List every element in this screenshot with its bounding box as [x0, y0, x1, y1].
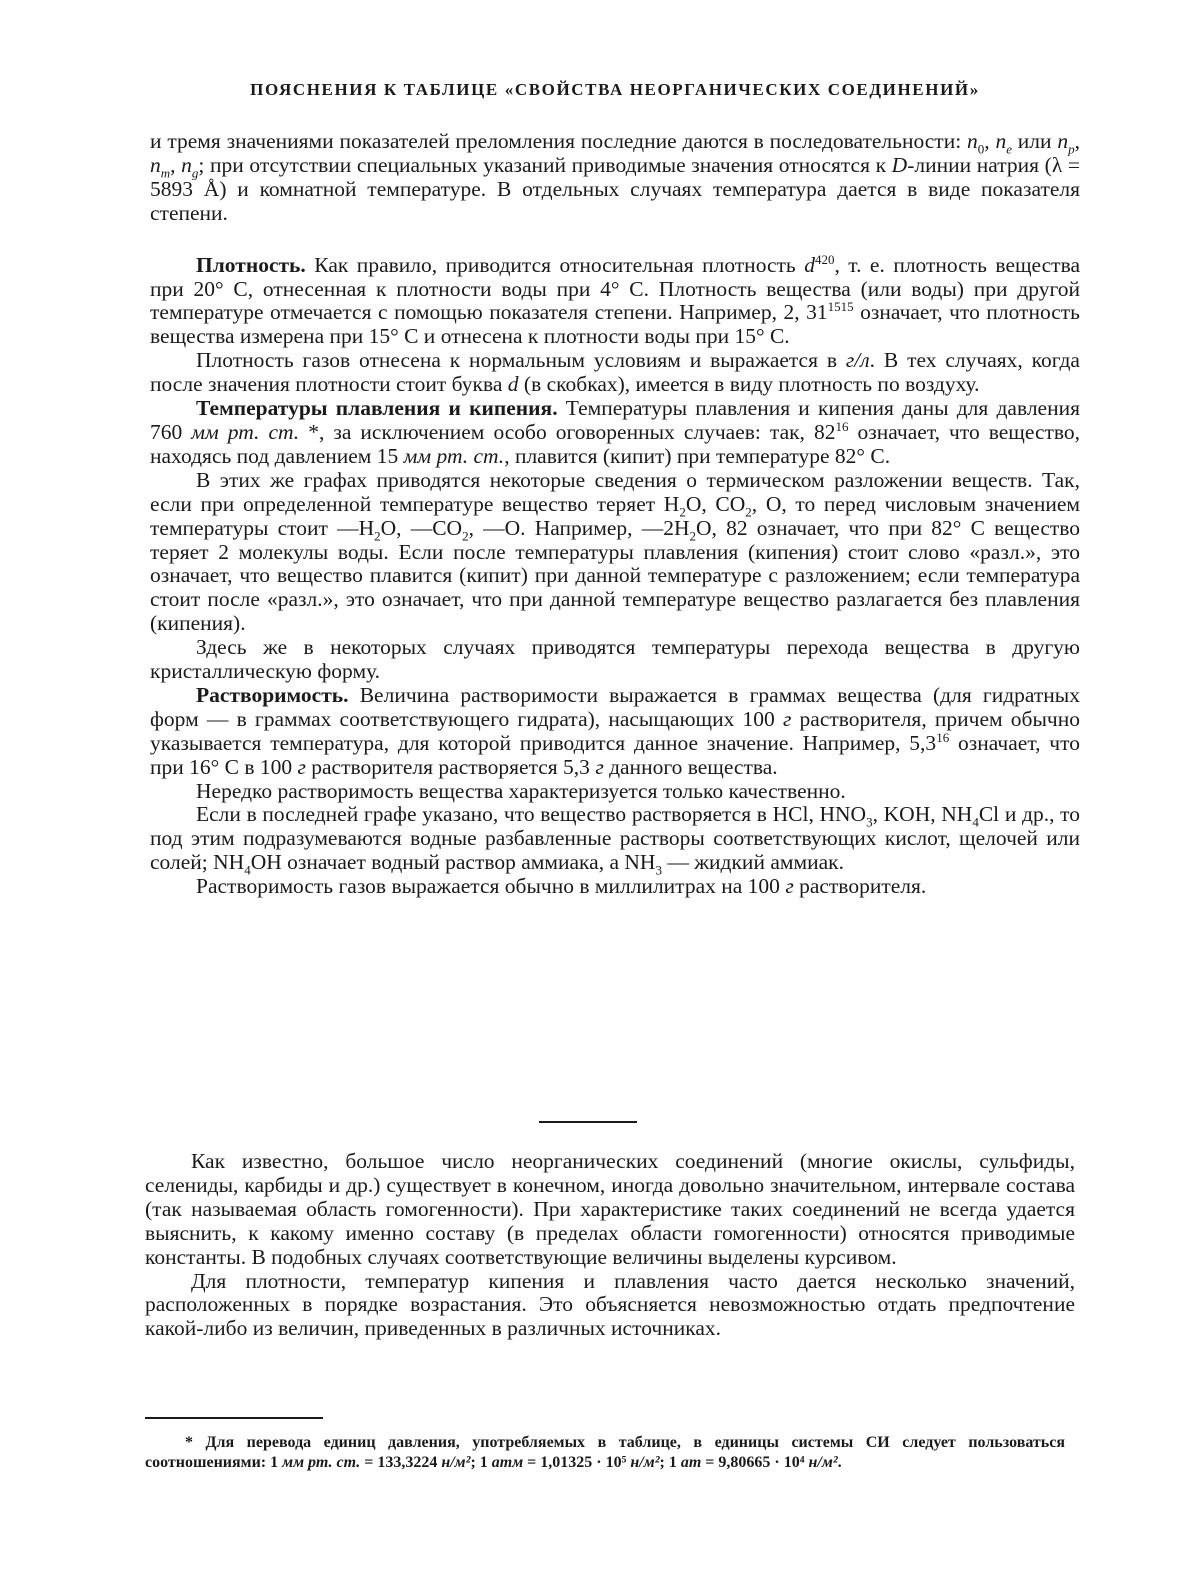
text: означает, что вещество, находясь под давлением 15	[150, 419, 1081, 468]
text: растворителя.	[793, 874, 927, 899]
text: O, 82 означает, что при 82° С вещество теряет 2 молекулы воды. Если после температуры плавления (кипения) стоит слово «разл.», это означает, что вещество плавится (кипит) при данной температуре с разложением; если температура стоит после «разл.», это означает, что при данной температуре вещество разлагается без плавления (кипения).	[150, 515, 1081, 636]
text: = 1,01325 · 10⁵	[523, 1453, 631, 1471]
unit: г	[785, 874, 794, 899]
text: означает, что при 16° С в 100	[150, 730, 1080, 779]
text: -линии натрия (λ = 5893 Å) и комнатной температуре. В отдельных случаях температура дается в виде показателя степени.	[150, 152, 1080, 225]
footnote-divider	[145, 1417, 323, 1419]
text: = 133,3224	[360, 1453, 442, 1471]
temperatures-paragraph	[150, 397, 1080, 469]
section-heading: Температуры плавления и кипения.	[196, 396, 558, 421]
variable: n	[1057, 129, 1069, 153]
text: Величина растворимости выражается в граммах вещества (для гидратных форм — в граммах соответствующего гидрата), насыщающих 100	[150, 682, 1080, 731]
text: и тремя значениями показателей преломления последние даются в последовательности:	[150, 129, 967, 153]
variable: n	[967, 129, 978, 153]
text: Если в последней графе указано, что вещество растворяется в HCl, HNO	[196, 802, 867, 827]
homogeneity-paragraph: Как известно, большое число неорганических соединений (многие окислы, сульфиды, селениды, карбиды и др.) существует в конечном, иногда довольно значительном, интервале состава (так называемая область гомогенности). При характеристике таких соединений не всегда удается выяснить, к какому именно составу (в пределах области гомогенности) относятся приводимые константы. В подобных случаях соответствующие величины выделены курсивом.	[145, 1149, 1075, 1269]
variable: d	[507, 372, 519, 397]
section-divider	[539, 1121, 637, 1123]
subscript: 4	[244, 862, 251, 878]
superscript: 15	[827, 299, 841, 315]
subscript: 3	[866, 814, 873, 830]
subscript: e	[1006, 141, 1012, 157]
subscript: 2	[689, 527, 697, 543]
text: означает, что плотность вещества измерена при 15° С и отнесена к плотности воды при 15° С.	[150, 300, 1080, 349]
superscript: 16	[835, 418, 849, 434]
subscript: g	[191, 165, 199, 181]
text: , —O. Например, —2H	[468, 515, 690, 540]
gases-density-paragraph	[150, 349, 1080, 397]
text: O, —CO	[380, 515, 463, 540]
text: = 9,80665 · 10⁴	[701, 1453, 809, 1471]
text: . В тех случаях, когда после значения плотности стоит буква	[150, 348, 1080, 397]
unit: г	[595, 754, 604, 779]
text: Cl и др., то под этим подразумеваются водные разбавленные растворы соответствующих кислот, щелочей или солей; NH	[150, 802, 1080, 875]
solvents-paragraph	[150, 802, 1080, 878]
solubility-paragraph	[150, 684, 1080, 780]
unit: атм	[491, 1453, 524, 1471]
text: *, за исключением особо оговоренных случаев: так, 82	[299, 419, 836, 444]
subscript: 2	[679, 503, 686, 519]
homogeneity-text	[145, 1150, 1075, 1341]
text: или	[1011, 129, 1058, 153]
footnote-text	[145, 1433, 1065, 1472]
unit: г	[782, 706, 792, 731]
section-heading: Плотность.	[196, 252, 306, 277]
variable: D	[891, 152, 908, 177]
text: , O, то перед числовым значением температуры стоит —H	[150, 491, 1080, 540]
text: , т. е. плотность вещества при 20° С, отнесенная к плотности воды при 4° С. Плотность вещества (или воды) при другой температуре отмечается с помощью показателя степени. Например, 2, 31	[150, 252, 1080, 325]
superscript: 15	[840, 299, 854, 315]
qualitative-solubility-paragraph: Нередко растворимость вещества характеризуется только качественно.	[196, 778, 846, 803]
text: — жидкий аммиак.	[661, 850, 844, 875]
unit: г	[297, 754, 306, 779]
superscript: 16	[936, 729, 950, 745]
subscript: p	[1068, 141, 1075, 157]
text: ,	[984, 129, 996, 153]
text: , KOH, NH	[872, 802, 973, 827]
text: Растворимость газов выражается обычно в миллилитрах на 100	[196, 874, 786, 899]
footnote	[145, 1433, 1065, 1472]
subscript: m	[160, 165, 171, 181]
text: В этих же графах приводятся некоторые сведения о термическом разложении веществ. Так, если при определенной температуре вещество теряет H	[150, 467, 1080, 516]
multiple-values-paragraph: Для плотности, температур кипения и плавления часто дается несколько значений, расположенных в порядке возрастания. Это объясняется невозможностью отдать предпочтение какой-либо из величин, приведенных в различных источниках.	[145, 1268, 1075, 1341]
phase-transition-paragraph: Здесь же в некоторых случаях приводятся температуры перехода вещества в другую кристаллическую форму.	[150, 635, 1080, 684]
text: Плотность газов отнесена к нормальным условиям и выражается в	[196, 348, 846, 373]
variable: n	[995, 129, 1007, 153]
text: ; 1	[470, 1453, 492, 1471]
main-text	[150, 130, 1080, 899]
text: .	[837, 1453, 842, 1471]
text: растворителя растворяется 5,3	[305, 754, 596, 779]
page-title: ПОЯСНЕНИЯ К ТАБЛИЦЕ «СВОЙСТВА НЕОРГАНИЧЕСКИХ СОЕДИНЕНИЙ»	[250, 80, 980, 99]
subscript: 0	[977, 141, 985, 157]
section-heading: Растворимость.	[196, 682, 349, 707]
subscript: 4	[972, 814, 979, 830]
text: (в скобках), имеется в виду плотность по воздуху.	[518, 372, 980, 397]
text: OH означает водный раствор аммиака, а NH	[250, 850, 656, 875]
text: Температуры плавления и кипения даны для давления 760	[150, 396, 1080, 444]
variable: n	[181, 152, 192, 177]
text: O, CO	[685, 491, 746, 516]
text: * Для перевода единиц давления, употребляемых в таблице, в единицы системы СИ следует пользоваться соотношениями: 1	[145, 1434, 1065, 1471]
unit: мм рт. ст.	[191, 419, 300, 444]
subscript: 2	[374, 527, 381, 543]
subscript: 2	[745, 503, 752, 519]
text: ,	[170, 152, 182, 177]
unit: мм рт. ст.	[282, 1453, 361, 1471]
superscript: 4	[814, 251, 822, 267]
unit: ат	[680, 1453, 702, 1471]
unit: н/м²	[630, 1453, 660, 1471]
decomposition-paragraph	[150, 469, 1080, 636]
unit: мм рт. ст.	[403, 443, 505, 468]
unit: н/м²	[441, 1453, 471, 1471]
text: ; 1	[659, 1453, 681, 1471]
unit: г/л	[845, 348, 870, 373]
text: данного вещества.	[603, 754, 778, 779]
variable: d	[804, 252, 815, 277]
text: ,	[1074, 129, 1080, 153]
subscript: 2	[462, 527, 469, 543]
superscript: 20	[821, 251, 835, 267]
unit: н/м²	[808, 1453, 838, 1471]
density-paragraph	[150, 251, 1080, 350]
variable: n	[150, 152, 161, 177]
text: Как правило, приводится относительная плотность	[305, 252, 805, 277]
gas-solubility-paragraph	[150, 875, 1080, 899]
text: ; при отсутствии специальных указаний приводимые значения относятся к	[198, 152, 892, 177]
intro-paragraph	[150, 130, 1080, 226]
text: , плавится (кипит) при температуре 82° С.	[504, 443, 891, 468]
subscript: 3	[655, 862, 662, 878]
text: растворителя, причем обычно указывается температура, для которой приводится данное значение. Например, 5,3	[150, 706, 1080, 755]
